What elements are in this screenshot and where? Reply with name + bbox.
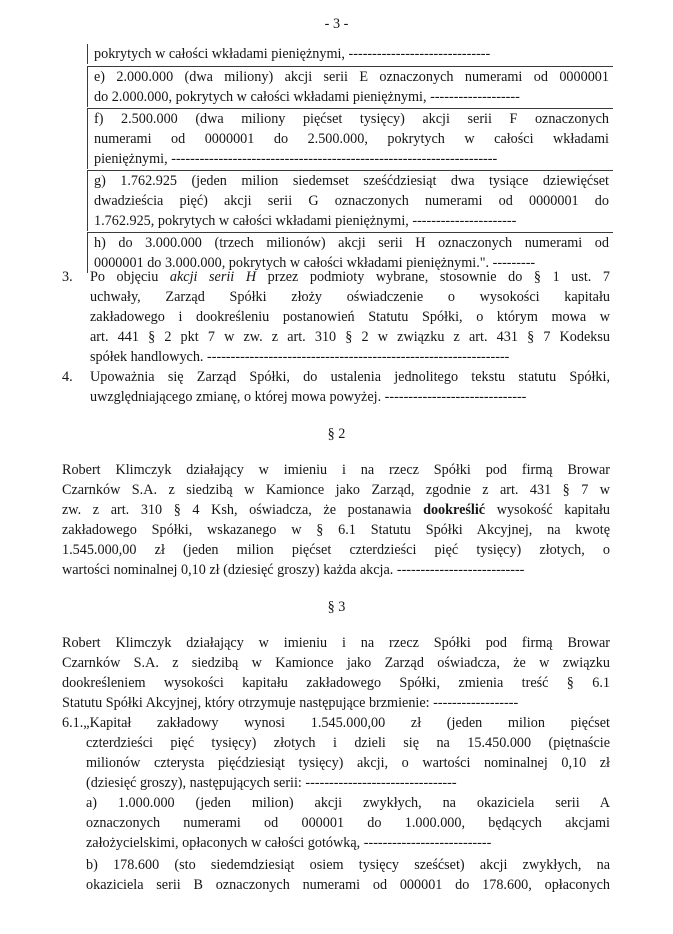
section-2-text: zw. z art. 310 § 4 Ksh, oświadcza, że postanawia (62, 502, 424, 518)
section-2-line: wartości nominalnej 0,10 zł (dziesięć groszy) każda akcja. --------------------------- (62, 562, 525, 578)
list-item (87, 66, 613, 107)
section-2-text: wysokość kapitału (485, 502, 610, 518)
list-item-line: h) do 3.000.000 (trzech milionów) akcji serii H oznaczonych numerami od (94, 235, 609, 251)
point-4-line: Upoważnia się Zarząd Spółki, do ustalenia jednolitego tekstu statutu Spółki, (90, 369, 610, 385)
point-3-number: 3. (62, 269, 73, 285)
section-2-line: zakładowego Spółki, wskazanego w § 6.1 Statutu Spółki Akcyjnej, na kwotę (62, 522, 610, 538)
section-3-heading: § 3 (327, 599, 346, 615)
section-3-line: Czarnków S.A. z siedzibą w Kamionce jako Zarząd oświadcza, że w związku (62, 655, 610, 671)
point-3-line (90, 268, 610, 286)
series-a-line: a) 1.000.000 (jeden milion) akcji zwykłych, na okaziciela serii A (86, 795, 610, 811)
point-3-line: uchwały, Zarząd Spółki złoży oświadczenie o wysokości kapitału (90, 289, 610, 305)
statute-article-line: 6.1.„Kapitał zakładowy wynosi 1.545.000,00 zł (jeden milion pięćset (62, 715, 610, 731)
point-3-line: art. 441 § 2 pkt 7 w zw. z art. 310 § 2 w związku z art. 431 § 7 Kodeksu (90, 329, 610, 345)
emphasized-term: dookreślić (423, 502, 486, 518)
statute-article-line: (dziesięć groszy), następujących serii: -------------------------------- (86, 775, 457, 791)
section-2-line: Robert Klimczyk działający w imieniu i na rzecz Spółki pod firmą Browar (62, 462, 610, 478)
statute-article-line: czterdzieści pięć tysięcy) złotych i dzieli się na 15.450.000 (piętnaście (86, 735, 610, 751)
series-b-line: b) 178.600 (sto siedemdziesiąt osiem tysięcy sześćset) akcji zwykłych, na (86, 857, 610, 873)
list-item (87, 232, 613, 273)
series-a-line: oznaczonych numerami od 000001 do 1.000.000, będących akcjami (86, 815, 610, 831)
section-2-heading: § 2 (327, 426, 346, 442)
point-3-line: spółek handlowych. ---------------------------------------------------------------- (90, 349, 510, 365)
section-2-line: 1.545.000,00 zł (jeden milion pięćset czterdzieści pięć tysięcy) złotych, o (62, 542, 610, 558)
point-4-number: 4. (62, 369, 73, 385)
list-item-line: e) 2.000.000 (dwa miliony) akcji serii E oznaczonych numerami od 0000001 (94, 69, 609, 85)
list-item-line: 0000001 do 3.000.000, pokrytych w całości wkładami pieniężnymi.". --------- (94, 255, 536, 271)
point-4-line: uwzględniającego zmianę, o której mowa powyżej. ------------------------------ (90, 389, 527, 405)
section-3-line: dookreśleniem wysokości kapitału zakładowego Spółki, zmienia treść § 6.1 (62, 675, 610, 691)
section-3-line: Statutu Spółki Akcyjnej, który otrzymuje następujące brzmienie: ------------------ (62, 695, 519, 711)
list-item-line: numerami od 0000001 do 2.500.000, pokrytych w całości wkładami (94, 131, 609, 147)
share-series-h-term: akcji serii H (169, 269, 257, 285)
list-item-line: do 2.000.000, pokrytych w całości wkładami pieniężnymi, ------------------- (94, 89, 520, 105)
series-b-line: okaziciela serii B oznaczonych numerami od 000001 do 178.600, opłaconych (86, 877, 610, 893)
list-item-line: 1.762.925, pokrytych w całości wkładami pieniężnymi, ---------------------- (94, 213, 517, 229)
list-item (87, 44, 613, 64)
point-3-line: zakładowego i dookreśleniu postanowień Statutu Spółki, o którym mowa w (90, 309, 610, 325)
list-item-line: g) 1.762.925 (jeden milion siedemset sześćdziesiąt dwa tysiące dziewięćset (94, 173, 609, 189)
list-item-line: pokrytych w całości wkładami pieniężnymi, ------------------------------ (94, 46, 491, 62)
section-3-line: Robert Klimczyk działający w imieniu i na rzecz Spółki pod firmą Browar (62, 635, 610, 651)
section-2-line: Czarnków S.A. z siedzibą w Kamionce jako Zarząd, zgodnie z art. 431 § 7 w (62, 482, 610, 498)
list-item-line: pieniężnymi, --------------------------------------------------------------------- (94, 151, 498, 167)
statute-article-line: milionów czterysta pięćdziesiąt tysięcy) akcji, o wartości nominalnej 0,10 zł (86, 755, 610, 771)
list-item-line: f) 2.500.000 (dwa miliony pięćset tysięcy) akcji serii F oznaczonych (94, 111, 609, 127)
point-3-text: Po objęciu (90, 269, 170, 285)
list-item (87, 170, 613, 231)
point-3-text: przez podmioty wybrane, stosownie do § 1 ust. 7 (256, 269, 611, 285)
list-item (87, 108, 613, 169)
list-item-line: dwadzieścia pięć) akcji serii G oznaczonych numerami od 0000001 do (94, 193, 609, 209)
section-2-line (62, 501, 610, 519)
page-number: - 3 - (324, 16, 349, 32)
series-a-line: założycielskimi, opłaconych w całości gotówką, --------------------------- (86, 835, 492, 851)
